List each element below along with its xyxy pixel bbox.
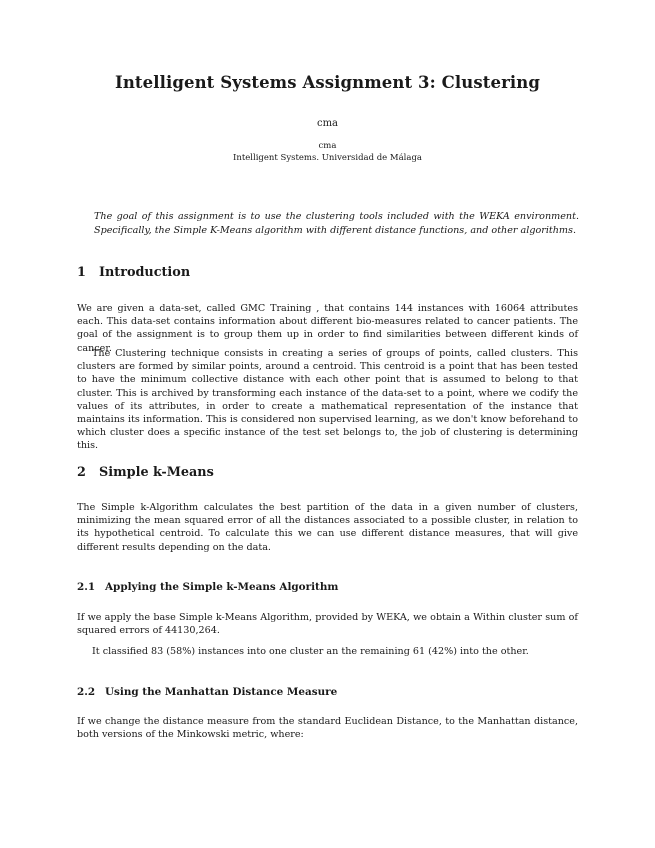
paragraph: The Clustering technique consists in creating a series of groups of points, called clusters. This clusters are formed by similar points, around a centroid. This centroid is a point that has been tested to have the minimum collective distance with each other point that is assumed to belong to that cluster. This is archived by transforming each instance of the data-set to a point, where we codify the values of its attributes, in order to create a mathematical representation of the instance that maintains its information. This is considered non supervised learning, as we don't know beforehand to which cluster does a specific instance of the test set belongs to, the job of clustering is determining this. (77, 348, 578, 452)
subsection-title: Applying the Simple k-Means Algorithm (105, 581, 339, 593)
affiliation: Intelligent Systems. Universidad de Málaga (233, 153, 422, 163)
paragraph: It classified 83 (58%) instances into one cluster an the remaining 61 (42%) into the other. (92, 646, 529, 657)
paragraph: We are given a data-set, called GMC Training , that contains 144 instances with 16064 attributes each. This data-set contains information about different bio-measures related to cancer patients. The goal of the assignment is to group them up in order to find similarities between different kinds of cancer. (77, 303, 578, 354)
subsection-number: 2.2 (77, 686, 96, 698)
paper-title: Intelligent Systems Assignment 3: Clustering (115, 73, 540, 92)
author-name: cma (316, 118, 339, 129)
section-heading-introduction (77, 265, 190, 280)
subsection-title: Using the Manhattan Distance Measure (105, 686, 338, 698)
abstract: The goal of this assignment is to use the clustering tools included with the WEKA environment. Specifically, the Simple K-Means algorithm with different distance functions, and other algorithms. (94, 211, 579, 236)
subsection-number: 2.1 (77, 581, 96, 593)
paragraph: If we change the distance measure from the standard Euclidean Distance, to the Manhattan distance, both versions of the Minkowski metric, where: (77, 716, 578, 741)
section-title: Introduction (99, 265, 191, 280)
affiliation-name: cma (318, 141, 337, 151)
subsection-heading-applying (77, 581, 338, 593)
paragraph: The Simple k-Algorithm calculates the best partition of the data in a given number of clusters, minimizing the mean squared error of all the distances associated to a possible cluster, in relation to its hypothetical centroid. To calculate this we can use different distance measures, that will give different results depending on the data. (77, 502, 578, 553)
section-number: 1 (77, 265, 86, 280)
subsection-heading-manhattan (77, 686, 337, 698)
section-heading-simple-k-means (77, 465, 214, 480)
section-number: 2 (77, 465, 86, 480)
paragraph: If we apply the base Simple k-Means Algorithm, provided by WEKA, we obtain a Within cluster sum of squared errors of 44130,264. (77, 612, 578, 637)
section-title: Simple k-Means (99, 465, 214, 480)
